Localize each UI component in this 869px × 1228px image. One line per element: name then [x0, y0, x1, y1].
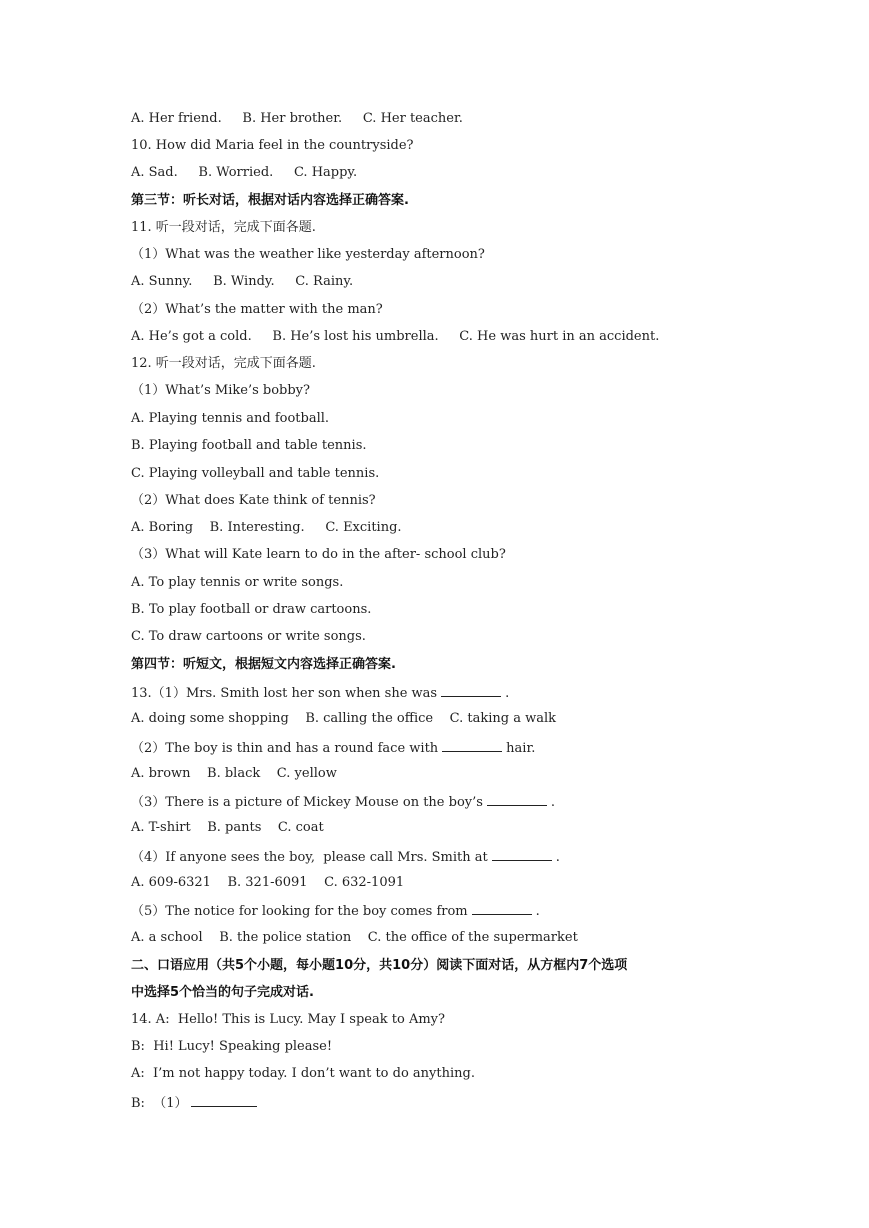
sub-question-line: （1）What was the weather like yesterday afternoon?: [131, 247, 485, 262]
question-tail: .: [505, 686, 510, 701]
question-tail: .: [535, 904, 540, 919]
question-text: （5）The notice for looking for the boy comes from: [131, 904, 468, 919]
sub-question-line: （1）What’s Mike’s bobby?: [131, 383, 310, 398]
option-line: B. To play football or draw cartoons.: [131, 602, 372, 617]
sub-question-line: [131, 792, 555, 810]
option-line: A. To play tennis or write songs.: [131, 575, 344, 590]
question-text: 13.（1）Mrs. Smith lost her son when she was: [131, 686, 438, 701]
option-line: A. a school B. the police station C. the office of the supermarket: [131, 930, 578, 945]
question-text: （2）The boy is thin and has a round face with: [131, 741, 439, 756]
option-line: C. To draw cartoons or write songs.: [131, 629, 366, 644]
option-line: A. Sunny. B. Windy. C. Rainy.: [131, 274, 354, 289]
answer-blank: [441, 683, 501, 697]
sub-question-line: （3）What will Kate learn to do in the after- school club?: [131, 547, 506, 562]
dialogue-line: B: Hi! Lucy! Speaking please!: [131, 1039, 333, 1054]
option-line: A. Sad. B. Worried. C. Happy.: [131, 165, 358, 180]
dialogue-line: [131, 1093, 261, 1111]
option-line: B. Playing football and table tennis.: [131, 438, 367, 453]
section-heading: 第三节：听长对话，根据对话内容选择正确答案.: [131, 193, 409, 208]
sub-question-line: [131, 901, 540, 919]
option-line: A. doing some shopping B. calling the office C. taking a walk: [131, 711, 557, 726]
option-line: A. He’s got a cold. B. He’s lost his umbrella. C. He was hurt in an accident.: [131, 329, 660, 344]
question-tail: hair.: [506, 741, 536, 756]
option-line: A. 609-6321 B. 321-6091 C. 632-1091: [131, 875, 405, 890]
sub-question-line: [131, 847, 560, 865]
option-line: A. Her friend. B. Her brother. C. Her teacher.: [131, 111, 463, 126]
option-line: A. Boring B. Interesting. C. Exciting.: [131, 520, 402, 535]
question-line: 12. 听一段对话，完成下面各题.: [131, 356, 316, 371]
answer-blank: [492, 847, 552, 861]
section-heading: 二、口语应用（共5个小题，每小题10分，共10分）阅读下面对话，从方框内7个选项: [131, 958, 628, 973]
option-line: A. brown B. black C. yellow: [131, 766, 337, 781]
sub-question-line: [131, 738, 535, 756]
answer-blank: [442, 738, 502, 752]
question-tail: .: [555, 850, 560, 865]
section-heading-continued: 中选择5个恰当的句子完成对话.: [131, 985, 314, 1000]
answer-blank: [191, 1093, 257, 1107]
sub-question-line: （2）What does Kate think of tennis?: [131, 493, 376, 508]
answer-blank: [472, 901, 532, 915]
option-line: A. Playing tennis and football.: [131, 411, 330, 426]
sub-question-line: [131, 683, 509, 701]
question-text: （3）There is a picture of Mickey Mouse on the boy’s: [131, 795, 483, 810]
section-heading: 第四节：听短文，根据短文内容选择正确答案.: [131, 657, 396, 672]
question-line: 11. 听一段对话，完成下面各题.: [131, 220, 316, 235]
dialogue-line: 14. A: Hello! This is Lucy. May I speak to Amy?: [131, 1012, 445, 1027]
option-line: C. Playing volleyball and table tennis.: [131, 466, 380, 481]
question-tail: .: [550, 795, 556, 810]
dialogue-line: A: I’m not happy today. I don’t want to do anything.: [131, 1066, 475, 1081]
answer-blank: [487, 792, 547, 806]
dialogue-text: B: （1）: [131, 1096, 188, 1111]
sub-question-line: （2）What’s the matter with the man?: [131, 302, 383, 317]
question-text: （4）If anyone sees the boy, please call Mrs. Smith at: [131, 850, 488, 865]
question-line: 10. How did Maria feel in the countryside?: [131, 138, 414, 153]
option-line: A. T-shirt B. pants C. coat: [131, 820, 324, 835]
